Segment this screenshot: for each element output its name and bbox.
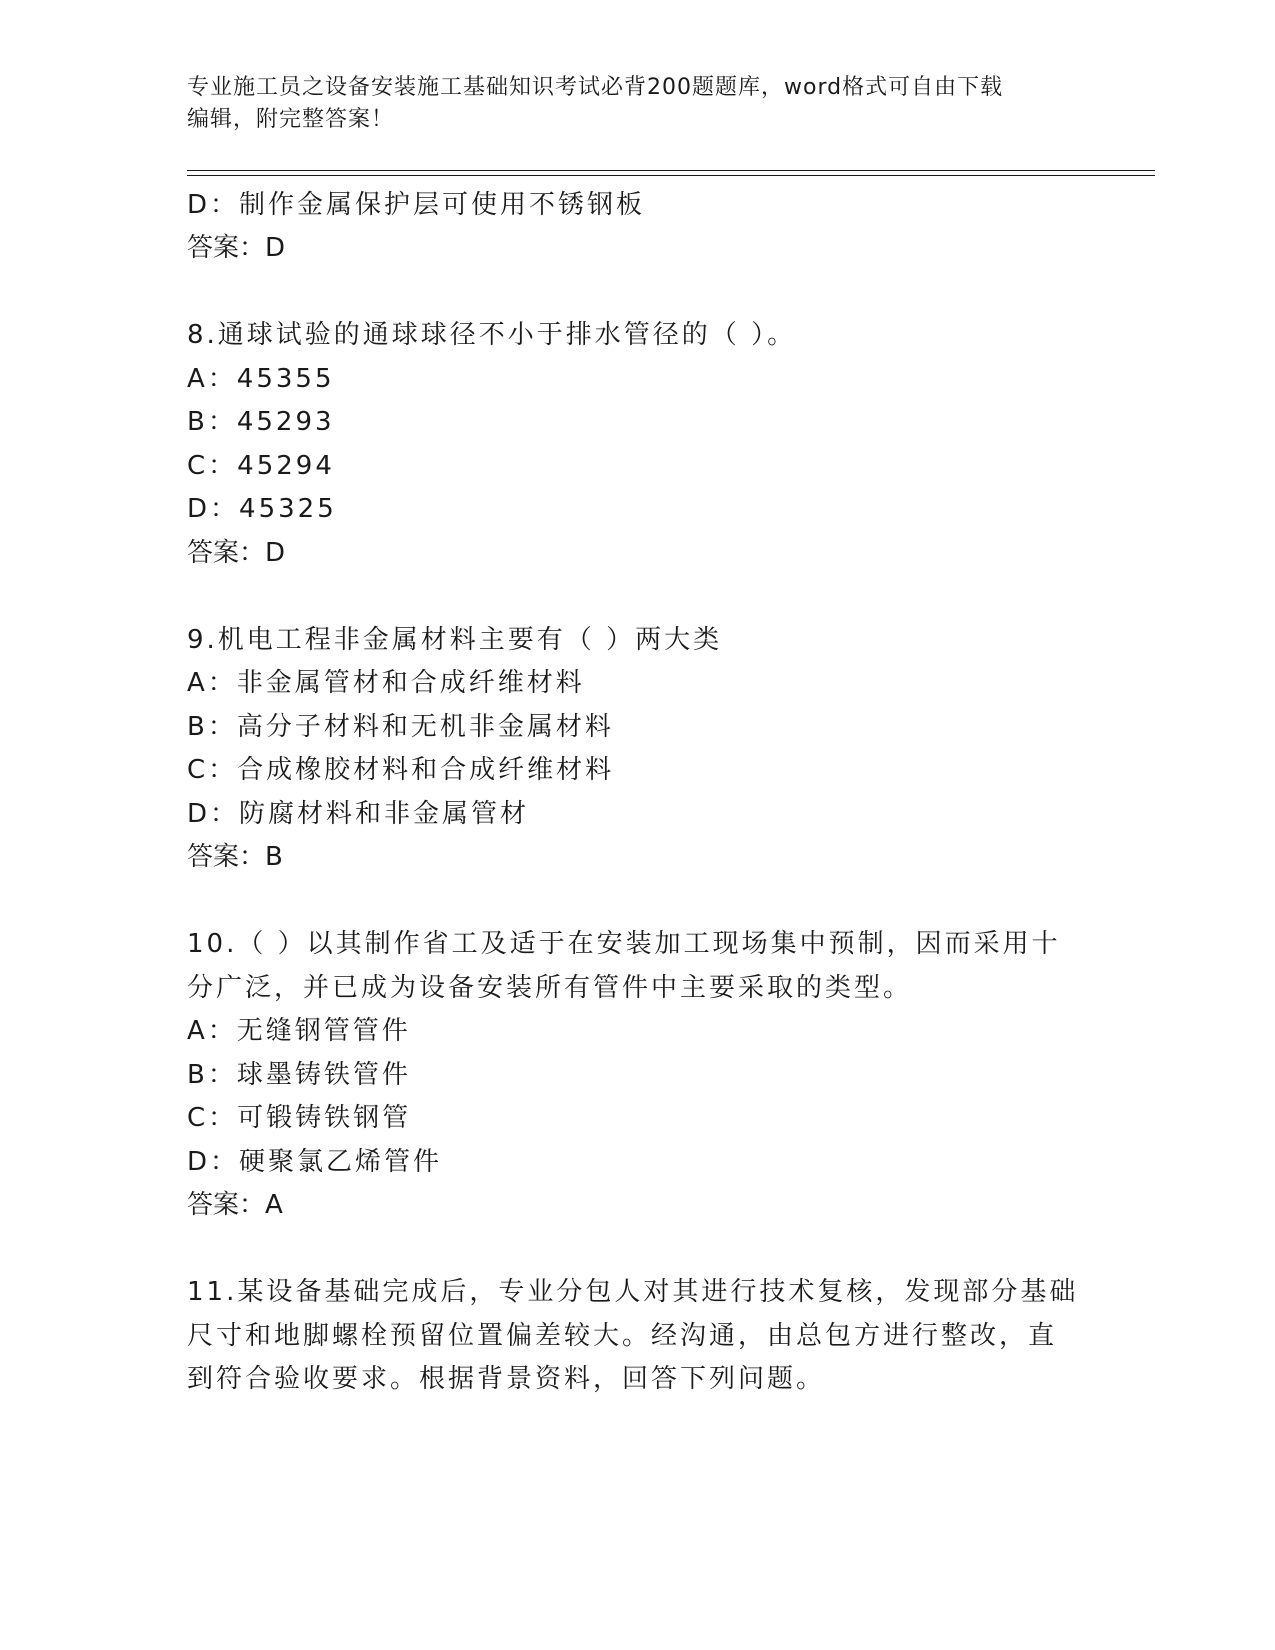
question-10-stem-line-1: 10.（ ）以其制作省工及适于在安装加工现场集中预制，因而采用十 bbox=[187, 929, 1061, 959]
question-11-stem-line-2: 尺寸和地脚螺栓预留位置偏差较大。经沟通，由总包方进行整改，直 bbox=[187, 1321, 1058, 1351]
question-9-option-b: B：高分子材料和无机非金属材料 bbox=[187, 712, 614, 742]
question-10-option-c: C：可锻铸铁钢管 bbox=[187, 1103, 412, 1133]
question-8-option-a: A：45355 bbox=[187, 364, 335, 394]
question-8-option-c: C：45294 bbox=[187, 451, 335, 481]
question-10-answer: 答案：A bbox=[187, 1190, 283, 1220]
question-8-option-d: D：45325 bbox=[187, 494, 337, 524]
question-9-option-d: D：防腐材料和非金属管材 bbox=[187, 799, 530, 829]
question-9-answer: 答案：B bbox=[187, 842, 283, 872]
question-9-stem: 9.机电工程非金属材料主要有（ ）两大类 bbox=[187, 625, 723, 655]
question-11-stem-line-1: 11.某设备基础完成后，专业分包人对其进行技术复核，发现部分基础 bbox=[187, 1277, 1079, 1307]
question-8-stem: 8.通球试验的通球球径不小于排水管径的（ ）。 bbox=[187, 320, 797, 350]
header-line-1: 专业施工员之设备安装施工基础知识考试必背200题题库，word格式可自由下载 bbox=[187, 75, 1004, 100]
question-9-option-c: C：合成橡胶材料和合成纤维材料 bbox=[187, 755, 615, 785]
question-9-option-a: A：非金属管材和合成纤维材料 bbox=[187, 668, 585, 698]
question-10-option-b: B：球墨铸铁管件 bbox=[187, 1060, 411, 1090]
question-8-answer: 答案：D bbox=[187, 538, 286, 568]
header-rule-bottom bbox=[187, 175, 1155, 176]
header-line-2: 编辑，附完整答案！ bbox=[187, 107, 395, 132]
prev-answer: 答案：D bbox=[187, 233, 286, 263]
question-10-option-a: A：无缝钢管管件 bbox=[187, 1016, 411, 1046]
document-header bbox=[187, 72, 1087, 136]
question-11-stem-line-3: 到符合验收要求。根据背景资料，回答下列问题。 bbox=[187, 1364, 826, 1394]
header-rule-top bbox=[187, 170, 1155, 171]
question-10-option-d: D：硬聚氯乙烯管件 bbox=[187, 1147, 443, 1177]
prev-option-d: D：制作金属保护层可使用不锈钢板 bbox=[187, 190, 646, 220]
question-10-stem-line-2: 分广泛，并已成为设备安装所有管件中主要采取的类型。 bbox=[187, 973, 913, 1003]
question-8-option-b: B：45293 bbox=[187, 407, 335, 437]
